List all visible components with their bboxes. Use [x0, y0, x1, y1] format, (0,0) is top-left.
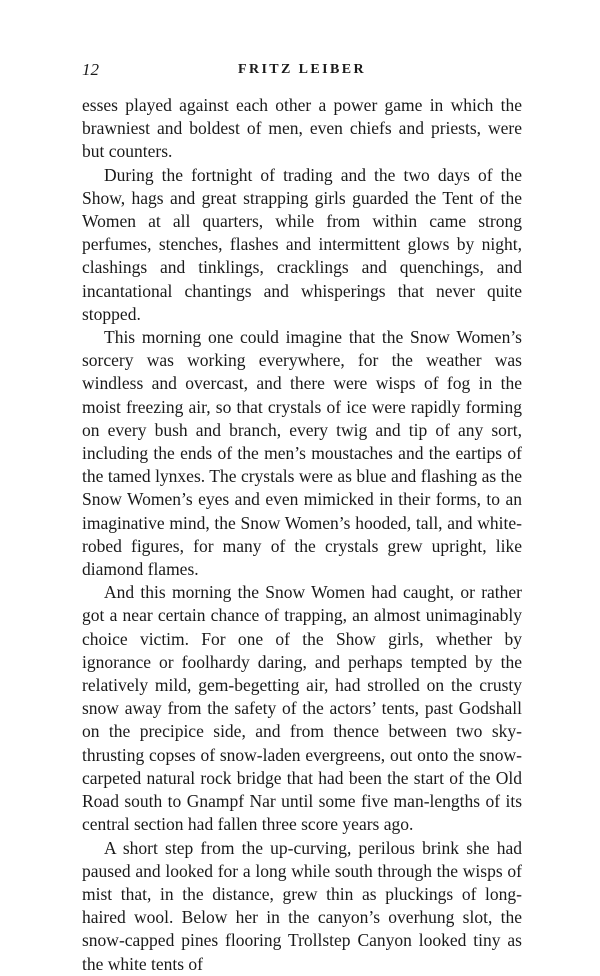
paragraph: During the fortnight of trading and the two days of the Show, hags and great strapping girls guarded the Tent of the Women at all quarters, while from within came strong perfumes, stenches, flashes and intermittent glows by night, clashings and tinklings, cracklings and quenchings, and incantational chantings and whisperings that never quite stopped. — [82, 164, 522, 324]
running-head — [82, 58, 522, 82]
running-head-author: FRITZ LEIBER — [238, 62, 366, 77]
paragraph: And this morning the Snow Women had caught, or rather got a near certain chance of trapping, an almost unimaginably choice victim. For one of the Show girls, whether by ignorance or foolhardy daring, and perhaps tempted by the relatively mild, gem-begetting air, had strolled on the crusty snow away from the safety of the actors’ tents, past Godshall on the precipice side, and from thence between two sky-thrusting copses of snow-laden evergreens, out onto the snow-carpeted natural rock bridge that had been the start of the Old Road south to Gnampf Nar until some five man-lengths of its central section had fallen three score years ago. — [82, 582, 522, 835]
paragraph: A short step from the up-curving, perilous brink she had paused and looked for a long while south through the wisps of mist that, in the distance, grew thin as pluckings of long-haired wool. Below her in the canyon’s overhung slot, the snow-capped pines flooring Trollstep Canyon looked tiny as the white tents of — [82, 837, 522, 974]
paragraph-continued: esses played against each other a power game in which the brawniest and boldest of men, even chiefs and priests, were but counters. — [82, 95, 522, 162]
body-text — [82, 94, 522, 976]
paragraph: This morning one could imagine that the Snow Women’s sorcery was working everywhere, for the weather was windless and overcast, and there were wisps of fog in the moist freezing air, so that crystals of ice were rapidly forming on every bush and branch, every twig and tip of any sort, including the ends of the men’s moustaches and the eartips of the tamed lynxes. The crystals were as blue and flashing as the Snow Women’s eyes and even mimicked in their forms, to an imaginative mind, the Snow Women’s hooded, tall, and white-robed figures, for many of the crystals grew upright, like diamond flames. — [82, 327, 522, 580]
book-page — [82, 58, 522, 976]
page-number: 12 — [82, 60, 99, 79]
